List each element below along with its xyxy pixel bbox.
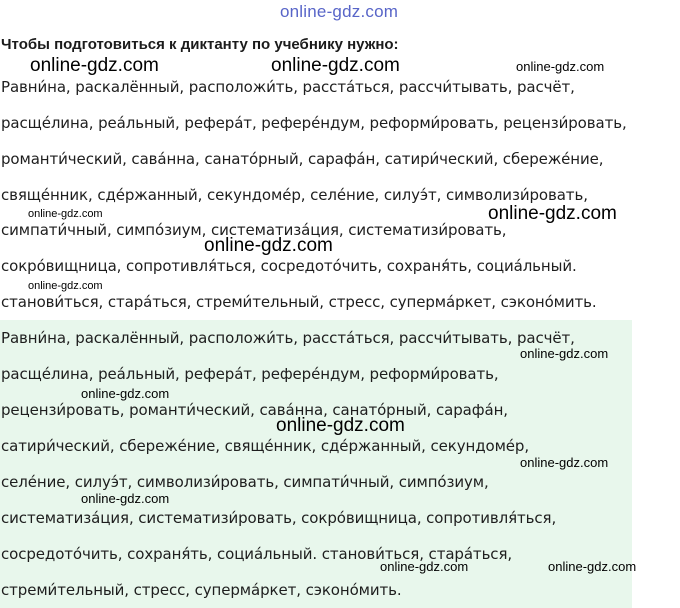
watermark: online-gdz.com [488,203,617,224]
exercise-line: свяще́нник, сде́ржанный, секундоме́р, селе́ние, силуэ́т, символизи́ровать, [1,186,588,204]
answer-line: сосредото́чить, сохраня́ть, социа́льный. станови́ться, стара́ться, [1,545,513,563]
exercise-line: расще́лина, реа́льный, рефера́т, рефере́ндум, реформи́ровать, рецензи́ровать, [1,114,627,132]
watermark: online-gdz.com [516,59,605,74]
watermark: online-gdz.com [30,55,159,76]
answer-line: рецензи́ровать, романти́ческий, сава́нна, санато́рный, сарафа́н, [1,401,508,419]
watermark: online-gdz.com [520,455,609,470]
watermark: online-gdz.com [271,55,400,76]
answer-line: систематиза́ция, систематизи́ровать, сокро́вищница, сопротивля́ться, [1,509,557,527]
watermark: online-gdz.com [204,235,333,256]
task-title: Чтобы подготовиться к диктанту по учебнику нужно: [1,36,399,53]
watermark: online-gdz.com [28,280,103,292]
watermark: online-gdz.com [380,559,469,574]
answer-line: селе́ние, силуэ́т, символизи́ровать, симпати́чный, симпо́зиум, [1,473,489,491]
exercise-line: станови́ться, стара́ться, стреми́тельный, стресс, суперма́ркет, сэконо́мить. [1,293,597,311]
site-logo[interactable]: online-gdz.com [280,2,399,21]
watermark: online-gdz.com [81,491,170,506]
answer-line: Равни́на, раскалённый, расположи́ть, расста́ться, рассчи́тывать, расчёт, [1,329,575,347]
exercise-line: романти́ческий, сава́нна, санато́рный, сарафа́н, сатири́ческий, сбереже́ние, [1,150,604,168]
answer-line: расще́лина, реа́льный, рефера́т, рефере́ндум, реформи́ровать, [1,365,499,383]
exercise-line: сокро́вищница, сопротивля́ться, сосредото́чить, сохраня́ть, социа́льный. [1,257,577,275]
watermark: online-gdz.com [81,386,170,401]
exercise-line: Равни́на, раскалённый, расположи́ть, расста́ться, рассчи́тывать, расчёт, [1,78,575,96]
exercise-line: симпати́чный, симпо́зиум, систематиза́ция, систематизи́ровать, [1,221,507,239]
watermark: online-gdz.com [520,346,609,361]
answer-line: сатири́ческий, сбереже́ние, свяще́нник, сде́ржанный, секундоме́р, [1,437,530,455]
answer-line: стреми́тельный, стресс, суперма́ркет, сэконо́мить. [1,581,402,599]
watermark: online-gdz.com [276,415,405,436]
watermark: online-gdz.com [548,559,637,574]
watermark: online-gdz.com [28,208,103,220]
